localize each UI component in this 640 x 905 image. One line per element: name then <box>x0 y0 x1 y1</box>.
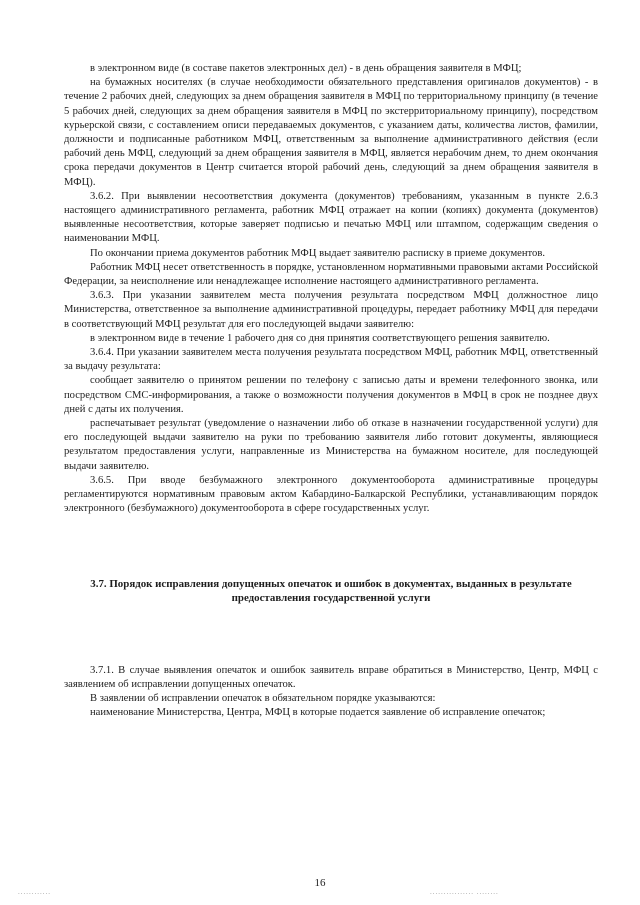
page-number: 16 <box>314 877 326 889</box>
scan-artifact: ................ ........ <box>430 888 499 896</box>
paragraph-electronic-result: в электронном виде в течение 1 рабочего дня со дня принятия соответствующего решения заявителю. <box>90 332 550 344</box>
paragraph-3-7-1: 3.7.1. В случае выявления опечаток и ошибок заявитель вправе обратиться в Министерство, Центр, МФЦ с заявлением об исправлении допущенных опечаток. <box>64 664 598 690</box>
paragraph-paper-transfer: на бумажных носителях (в случае необходимости обязательного представления оригиналов документов) - в течение 2 рабочих дней, следующих за днем обращения заявителя в МФЦ по территориальному принципу (в течение 5 рабочих дней, следующих за днем обращения заявителя в МФЦ по экстерриториальному принципу), посредством курьерской связи, с составлением описи передаваемых документов, с указанием даты, количества листов, фамилии, должности и подписанные работником МФЦ, ответственным за выполнение административного действия (если рабочий день МФЦ, следующий за днем обращения заявителя в МФЦ, является нерабочим днем, то днем окончания срока передачи документов в Центр считается второй рабочий день, следующий за днем обращения заявителя в МФЦ). <box>64 77 598 188</box>
paragraph-3-6-2: 3.6.2. При выявлении несоответствия документа (документов) требованиям, указанным в пункте 2.6.3 настоящего административного регламента, работник МФЦ отражает на копии (копиях) документа (документов) выявленные несоответствия, которые заверяет подписью и печатью МФЦ или штампом, содержащим сведения о наименовании МФЦ. <box>64 190 598 245</box>
spacer <box>64 517 598 577</box>
paragraph-electronic-transfer: в электронном виде (в составе пакетов электронных дел) - в день обращения заявителя в МФЦ; <box>90 63 522 74</box>
paragraph-3-6-4: 3.6.4. При указании заявителем места получения результата посредством МФЦ, работник МФЦ, ответственный за выдачу результата: <box>64 347 598 373</box>
scan-artifact: ............ <box>18 888 51 896</box>
paragraph-responsibility: Работник МФЦ несет ответственность в порядке, установленном нормативными правовыми актами Российской Федерации, за неисполнение или ненадлежащее исполнение настоящего административного регламента. <box>64 261 598 288</box>
spacer <box>64 606 598 664</box>
paragraph-notify: сообщает заявителю о принятом решении по телефону с записью даты и времени телефонного звонка, или посредством СМС-информирования, а также о возможности получения документов в МФЦ в срок не позднее двух дней с даты их получения. <box>64 375 598 415</box>
paragraph-receipt: По окончании приема документов работник МФЦ выдает заявителю расписку в приеме документов. <box>90 247 545 259</box>
paragraph-required-fields: В заявлении об исправлении опечаток в обязательном порядке указываются: <box>90 692 436 704</box>
paragraph-3-6-5: 3.6.5. При вводе безбумажного электронного документооборота административные процедуры регламентируются нормативным правовым актом Кабардино-Балкарской Республики, устанавливающим порядок электронного (безбумажного) документооборота в сфере государственных услуг. <box>64 474 598 515</box>
body-bottom <box>64 664 598 721</box>
paragraph-3-6-3: 3.6.3. При указании заявителем места получения результата посредством МФЦ должностное лицо Министерства, ответственное за выполнение административной процедуры, передает работнику МФЦ для передачи в соответствующий МФЦ результат для его последующей выдачи заявителю: <box>64 290 598 330</box>
paragraph-print-result: распечатывает результат (уведомление о назначении либо об отказе в назначении государственной услуги) для его последующей выдачи заявителю на руки по требованию заявителя либо готовит документы, являющиеся результатом предоставления услуги, направленные из Министерства на бумажном носителе, для последующей выдачи заявителю. <box>64 418 598 472</box>
paragraph-authority-name: наименование Министерства, Центра, МФЦ в которые подается заявление об исправление опечаток; <box>90 707 546 719</box>
body-top <box>64 62 598 517</box>
section-heading: 3.7. Порядок исправления допущенных опечаток и ошибок в документах, выданных в результате предоставления государственной услуги <box>90 577 572 604</box>
